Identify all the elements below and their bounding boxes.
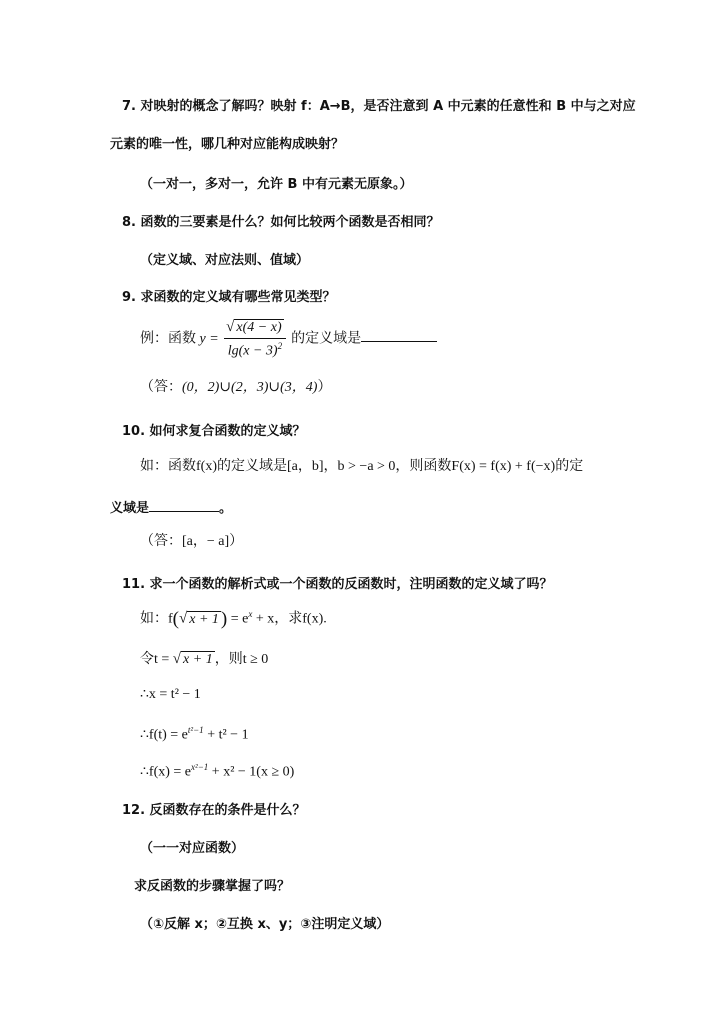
q9-fraction: [224, 318, 285, 360]
q11-step4-tail: + x² − 1(x ≥ 0): [211, 764, 295, 780]
q10-continuation-text: 义域是: [110, 501, 150, 516]
q9-denominator-exp: 2: [277, 340, 283, 351]
q7-question-line2: 元素的唯一性，哪几种对应能构成映射？: [110, 137, 345, 152]
q9-numerator: [224, 318, 285, 339]
q9-answer-suffix: ）: [317, 380, 332, 395]
q10-answer: （答：[a，− a]）: [140, 534, 244, 549]
sqrt-icon: √: [179, 610, 188, 627]
q9-denominator-text: lg(x − 3): [227, 343, 278, 359]
q11-ex-prefix: 如：f: [140, 611, 173, 627]
q9-answer-set: (0，2)∪(2，3)∪(3，4): [182, 380, 318, 395]
q11-question: 11. 求一个函数的解析式或一个函数的反函数时，注明函数的定义域了吗？: [122, 577, 553, 592]
q9-question: 9. 求函数的定义域有哪些常见类型？: [122, 290, 336, 305]
q12-answer: （一一对应函数）: [140, 841, 245, 856]
q11-ex-exp: x: [248, 609, 253, 619]
sqrt-icon: √: [172, 651, 182, 667]
q11-step4: [140, 762, 294, 781]
q9-numerator-text: x(4 − x): [236, 320, 282, 335]
q11-step1: [140, 650, 268, 669]
q9-example: [140, 318, 437, 360]
q11-step2: ∴x = t² − 1: [140, 687, 201, 702]
q11-step4-exp: x²−1: [191, 762, 209, 772]
q9-answer: [140, 380, 331, 397]
q8-answer: （定义域、对应法则、值域）: [140, 253, 310, 268]
q11-step1-prefix: 令t =: [140, 652, 170, 667]
q11-ex-rhs: = e: [230, 611, 249, 627]
q11-ex-tail: + x，求f(x).: [255, 611, 327, 627]
q11-example: 如：f(√ x + 1 ) = $e^x + x$，求f(x).: [140, 608, 327, 630]
q9-y-eq: y =: [199, 331, 219, 347]
q8-question: 8. 函数的三要素是什么？如何比较两个函数是否相同？: [122, 215, 440, 230]
q11-step1-tail: ，则t ≥ 0: [214, 652, 269, 667]
sqrt-icon: √: [226, 319, 235, 335]
q9-example-prefix: 例：函数: [140, 331, 196, 347]
q9-denominator: [224, 339, 285, 360]
q10-continuation: [110, 499, 232, 517]
q9-answer-prefix: （答：: [140, 380, 182, 395]
q11-step3-prefix: ∴f(t) = e: [140, 727, 188, 743]
q12-answer2: （①反解 x；②互换 x、y；③注明定义域）: [140, 917, 390, 932]
q11-step3: [140, 725, 249, 744]
q10-continuation-end: 。: [219, 501, 233, 516]
q11-step3-tail: + t² − 1: [207, 727, 249, 743]
q12-question2: 求反函数的步骤掌握了吗？: [134, 879, 291, 894]
q11-ex-sqrt: x + 1: [189, 611, 219, 627]
q7-answer: （一对一，多对一，允许 B 中有元素无原象。）: [140, 177, 413, 192]
q11-step3-exp: t²−1: [187, 725, 204, 735]
q10-answer-blank: [149, 499, 219, 512]
q11-step4-prefix: ∴f(x) = e: [140, 764, 192, 780]
q7-question-line1: 7. 对映射的概念了解吗？映射 f：A→B，是否注意到 A 中元素的任意性和 B 中与之对应: [122, 99, 636, 114]
q12-question: 12. 反函数存在的条件是什么？: [122, 803, 306, 818]
q11-step1-sqrt: x + 1: [183, 652, 213, 667]
q9-example-suffix: 的定义域是: [291, 331, 362, 347]
q10-question: 10. 如何求复合函数的定义域？: [122, 424, 306, 439]
q9-answer-blank: [361, 329, 437, 342]
q10-example: 如：函数f(x)的定义域是[a，b]，b > −a > 0，则函数F(x) = f(x) + f(−x)的定: [140, 459, 584, 474]
